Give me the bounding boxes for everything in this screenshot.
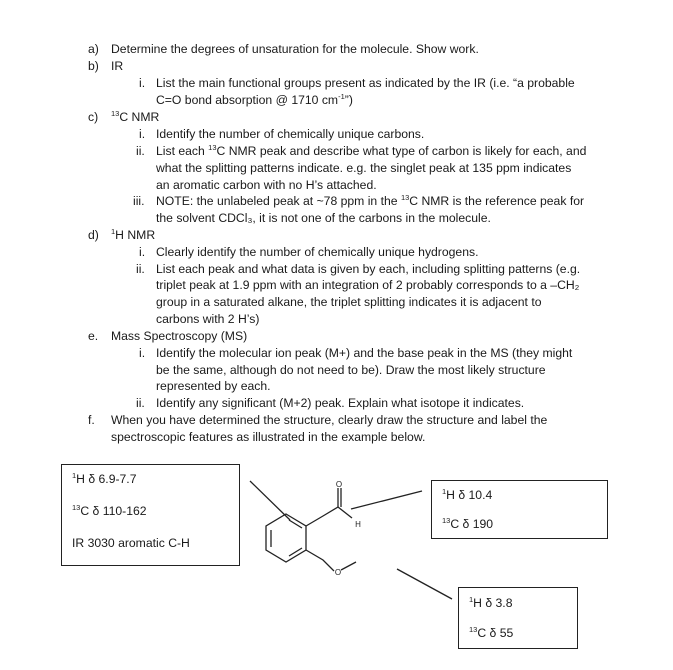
item-e-i-line3: represented by each. xyxy=(156,379,271,393)
methoxy-h-shift: $^1$H δ 3.8 xyxy=(469,595,513,610)
item-c-ii-marker: ii. xyxy=(136,144,145,158)
item-c-ii-line3: an aromatic carbon with no H’s attached. xyxy=(156,178,377,192)
aldehyde-pointer-line xyxy=(351,491,422,509)
item-d-ii-line3: group in a saturated alkane, the triplet splitting indicates it is adjacent to xyxy=(156,295,542,309)
aromatic-ir: IR 3030 aromatic C-H xyxy=(72,536,190,550)
aldehyde-h-shift: $^1$H δ 10.4 xyxy=(442,487,493,502)
item-e-text: Mass Spectroscopy (MS) xyxy=(111,329,248,343)
item-d-ii-line4: carbons with 2 H’s) xyxy=(156,312,260,326)
item-c-ii-line1: List each $^{13}$C NMR peak and describe what type of carbon is likely for each, and xyxy=(156,143,587,158)
item-f-marker: f. xyxy=(88,413,95,427)
aldehyde-ch-bond xyxy=(338,507,352,518)
item-c-i-marker: i. xyxy=(139,127,146,141)
item-c-iii-line1: NOTE: the unlabeled peak at ~78 ppm in the $^{13}$C NMR is the reference peak for xyxy=(156,193,585,208)
methoxy-o-bond xyxy=(306,550,334,571)
item-a-marker: a) xyxy=(88,42,99,56)
ring-to-carbonyl-bond xyxy=(306,507,338,526)
item-d-i-line1: Clearly identify the number of chemically unique hydrogens. xyxy=(156,245,479,259)
item-c-iii-line2: the solvent CDCl₃, it is not one of the carbons in the molecule. xyxy=(156,211,491,225)
item-d-marker: d) xyxy=(88,228,99,242)
item-f-line1: When you have determined the structure, clearly draw the structure and label the xyxy=(111,413,548,427)
item-c-iii-marker: iii. xyxy=(133,194,145,208)
item-c-text: $^{13}$C NMR xyxy=(111,109,160,124)
item-b-text: IR xyxy=(111,59,124,73)
methoxy-ch3-bond xyxy=(341,562,356,570)
item-b-marker: b) xyxy=(88,59,99,73)
methoxy-oxygen-label: O xyxy=(334,568,342,577)
item-e-i-line2: be the same, although do not need to be). Draw the most likely structure xyxy=(156,363,546,377)
aromatic-pointer-line xyxy=(250,481,290,520)
item-b-i-line2: C=O bond absorption @ 1710 $cm^{-1}$”) xyxy=(156,92,353,107)
aldehyde-hydrogen-label: H xyxy=(355,520,361,529)
methoxy-pointer-line xyxy=(397,569,452,599)
item-b-i-line1: List the main functional groups present as indicated by the IR (i.e. “a probable xyxy=(156,76,575,90)
item-e-marker: e. xyxy=(88,329,99,343)
item-d-ii-marker: ii. xyxy=(136,262,145,276)
item-a-text: Determine the degrees of unsaturation for the molecule. Show work. xyxy=(111,42,479,56)
item-f-line2: spectroscopic features as illustrated in the example below. xyxy=(111,430,426,444)
aromatic-c-shift: $^{13}$C δ 110-162 xyxy=(72,503,147,518)
item-c-ii-line2: what the splitting patterns indicate. e.g. the singlet peak at 135 ppm indicates xyxy=(156,161,572,175)
item-e-ii-marker: ii. xyxy=(136,396,145,410)
item-c-marker: c) xyxy=(88,110,99,124)
aromatic-h-shift: $^1$H δ 6.9-7.7 xyxy=(72,471,137,486)
item-e-i-marker: i. xyxy=(139,346,146,360)
aldehyde-c-shift: $^{13}$C δ 190 xyxy=(442,516,494,531)
item-d-ii-line2: triplet peak at 1.9 ppm with an integration of 2 probably corresponds to a –CH₂ xyxy=(156,278,580,292)
ring-inner-bond-2 xyxy=(289,520,302,528)
item-e-ii-line1: Identify any significant (M+2) peak. Explain what isotope it indicates. xyxy=(156,396,525,410)
methoxy-c-shift: $^{13}$C δ 55 xyxy=(469,625,514,640)
item-c-i-line1: Identify the number of chemically unique carbons. xyxy=(156,127,425,141)
ring-inner-bond-3 xyxy=(289,548,302,556)
item-d-i-marker: i. xyxy=(139,245,146,259)
carbonyl-oxygen-label: O xyxy=(335,480,343,489)
item-d-text: $^1$H NMR xyxy=(111,227,156,242)
benzene-ring xyxy=(266,514,306,562)
item-d-ii-line1: List each peak and what data is given by each, including splitting patterns (e.g. xyxy=(156,262,581,276)
item-b-i-marker: i. xyxy=(139,76,146,90)
item-e-i-line1: Identify the molecular ion peak (M+) and the base peak in the MS (they might xyxy=(156,346,573,360)
